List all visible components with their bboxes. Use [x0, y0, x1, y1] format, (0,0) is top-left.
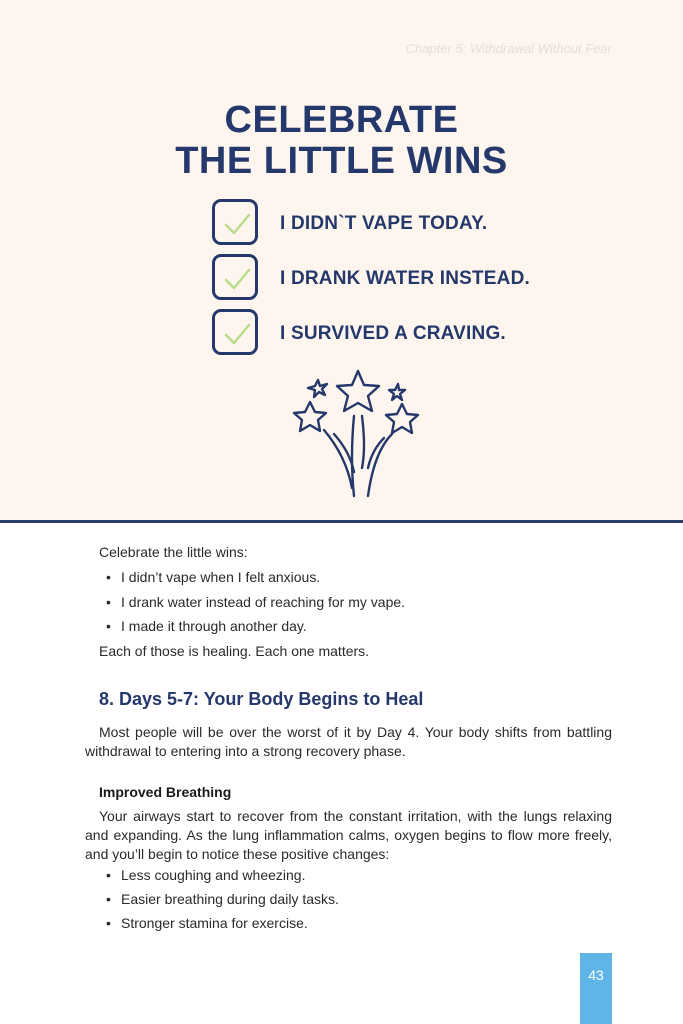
- sub-heading: Improved Breathing: [99, 784, 232, 800]
- bullet-dot: •: [106, 891, 111, 907]
- list-item: I drank water instead of reaching for my vape.: [121, 594, 406, 610]
- section-heading: 8. Days 5-7: Your Body Begins to Heal: [99, 689, 424, 709]
- fireworks-stars-icon: [288, 368, 428, 503]
- sub-paragraph: Your airways start to recover from the constant irritation, with the lungs relaxing and expanding. As the lung inflammation calms, oxygen begins to flow more freely, and you’ll begin to notice these positive changes:: [85, 808, 612, 862]
- checkbox-checked-icon: [212, 254, 258, 300]
- title-line-2: THE LITTLE WINS: [175, 140, 508, 182]
- list-item: Less coughing and wheezing.: [121, 867, 306, 883]
- chapter-header: Chapter 5: Withdrawal Without Fear: [405, 41, 612, 56]
- section-paragraph: Most people will be over the worst of it by Day 4. Your body shifts from battling withdrawal to entering into a strong recovery phase.: [85, 724, 612, 759]
- wins-intro: Celebrate the little wins:: [99, 544, 248, 560]
- checklist-label: I SURVIVED A CRAVING.: [280, 323, 506, 344]
- list-item: I made it through another day.: [121, 618, 307, 634]
- bullet-dot: •: [106, 618, 111, 634]
- page-title: [0, 100, 683, 182]
- checklist-label: I DIDN`T VAPE TODAY.: [280, 213, 488, 234]
- wins-closing: Each of those is healing. Each one matters.: [99, 643, 370, 659]
- checkbox-checked-icon: [212, 199, 258, 245]
- bullet-dot: •: [106, 594, 111, 610]
- checklist-label: I DRANK WATER INSTEAD.: [280, 268, 530, 289]
- title-line-1: CELEBRATE: [224, 99, 459, 141]
- list-item: I didn’t vape when I felt anxious.: [121, 569, 321, 585]
- bullet-dot: •: [106, 915, 111, 931]
- page-number: 43: [580, 953, 612, 1024]
- list-item: Easier breathing during daily tasks.: [121, 891, 339, 907]
- bullet-dot: •: [106, 867, 111, 883]
- checkbox-checked-icon: [212, 309, 258, 355]
- list-item: Stronger stamina for exercise.: [121, 915, 308, 931]
- bullet-dot: •: [106, 569, 111, 585]
